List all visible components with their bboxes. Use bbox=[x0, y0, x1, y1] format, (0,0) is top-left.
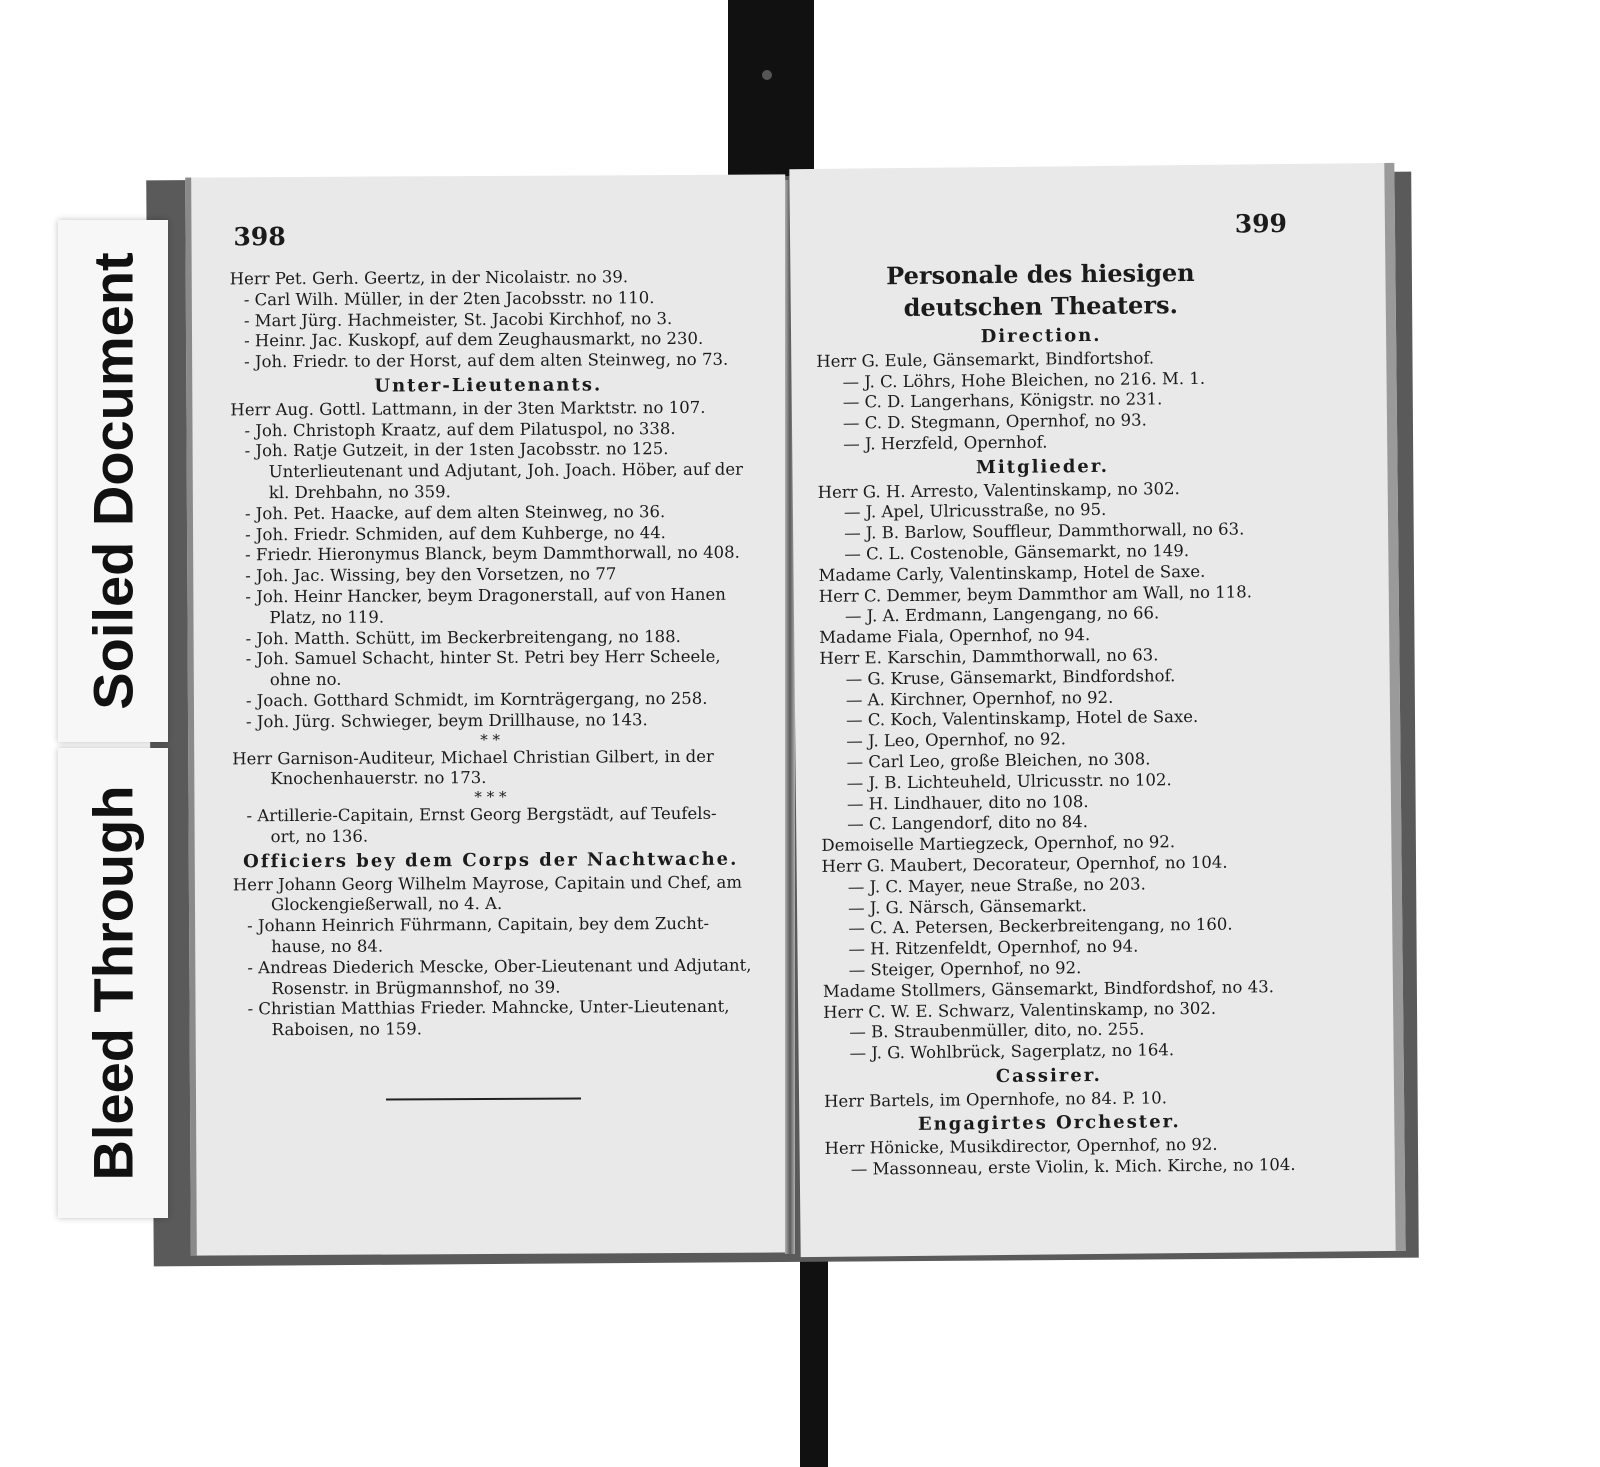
text-line: — J. G. Närsch, Gänsemarkt. bbox=[847, 895, 1087, 918]
strap-hole bbox=[762, 70, 772, 80]
text-line: Herr C. Demmer, beym Dammthor am Wall, no 118. bbox=[818, 581, 1253, 606]
right-page bbox=[789, 163, 1405, 1257]
text-line: - Joh. Samuel Schacht, hinter St. Petri bey Herr Scheele, bbox=[245, 647, 721, 669]
soiled-label-text: Soiled Document bbox=[81, 252, 145, 710]
text-line: Demoiselle Martiegzeck, Opernhof, no 92. bbox=[821, 832, 1176, 856]
text-line: Herr Bartels, im Opernhofe, no 84. P. 10. bbox=[823, 1087, 1168, 1111]
text-line: - Joh. Friedr. Schmiden, auf dem Kuhberge, no 44. bbox=[245, 522, 666, 544]
text-line: - Johann Heinrich Führmann, Capitain, bey dem Zucht- bbox=[247, 913, 710, 936]
text-line: — J. B. Barlow, Souffleur, Dammthorwall, no 63. bbox=[844, 519, 1245, 543]
text-line: ort, no 136. bbox=[270, 826, 369, 847]
text-line: - Joh. Jürg. Schwieger, beym Drillhause, no 143. bbox=[245, 709, 648, 732]
text-line: Rosenstr. in Brügmannshof, no 39. bbox=[271, 977, 561, 998]
right-page-text bbox=[815, 256, 1296, 1181]
text-line: - Joh. Matth. Schütt, im Beckerbreitengang, no 188. bbox=[245, 626, 681, 648]
text-line: — C. Langendorf, dito no 84. bbox=[847, 812, 1089, 834]
section-heading: Mitglieder. bbox=[975, 455, 1110, 479]
asterism: * * * bbox=[474, 788, 507, 807]
text-line: Madame Fiala, Opernhof, no 94. bbox=[819, 625, 1091, 648]
end-rule bbox=[386, 1098, 581, 1101]
text-line: — C. L. Costenoble, Gänsemarkt, no 149. bbox=[844, 541, 1190, 564]
text-line: — C. D. Stegmann, Opernhof, no 93. bbox=[842, 410, 1147, 433]
text-line: hause, no 84. bbox=[271, 936, 384, 957]
text-line: Unterlieutenant und Adjutant, Joh. Joach. Höber, auf der bbox=[268, 459, 744, 482]
text-line: — C. Koch, Valentinskamp, Hotel de Saxe. bbox=[845, 707, 1199, 730]
text-line: - Joh. Christoph Kraatz, auf dem Pilatuspol, no 338. bbox=[244, 418, 676, 440]
text-line: kl. Drehbahn, no 359. bbox=[268, 482, 451, 503]
section-heading: Direction. bbox=[980, 324, 1102, 348]
text-line: — J. B. Lichteuheld, Ulricusstr. no 102. bbox=[846, 769, 1172, 793]
text-line: — B. Straubenmüller, dito, no. 255. bbox=[849, 1019, 1145, 1042]
text-line: — J. C. Mayer, neue Straße, no 203. bbox=[847, 874, 1146, 897]
text-line: Herr G. Maubert, Decorateur, Opernhof, no 104. bbox=[821, 852, 1228, 876]
text-line: - Joh. Heinr Hancker, beym Dragonerstall, auf von Hanen bbox=[245, 584, 726, 607]
section-heading: Cassirer. bbox=[995, 1064, 1102, 1087]
left-page bbox=[185, 174, 791, 1255]
text-line: — H. Ritzenfeldt, Opernhof, no 94. bbox=[848, 936, 1139, 959]
text-line: Herr G. Eule, Gänsemarkt, Bindfortshof. bbox=[816, 348, 1155, 371]
text-line: - Friedr. Hieronymus Blanck, beym Dammthorwall, no 408. bbox=[245, 543, 740, 565]
text-line: — G. Kruse, Gänsemarkt, Bindfordshof. bbox=[845, 665, 1176, 689]
text-line: — J. Apel, Ulricusstraße, no 95. bbox=[843, 500, 1107, 523]
text-line: - Mart Jürg. Hachmeister, St. Jacobi Kirchhof, no 3. bbox=[243, 308, 673, 330]
text-line: - Artillerie-Capitain, Ernst Georg Bergstädt, auf Teufels- bbox=[246, 803, 717, 826]
section-heading: Unter-Lieutenants. bbox=[374, 374, 603, 397]
text-line: Knochenhauerstr. no 173. bbox=[270, 768, 487, 789]
page-number-left: 398 bbox=[233, 222, 286, 252]
text-line: ohne no. bbox=[269, 669, 342, 690]
text-line: — J. Herzfeld, Opernhof. bbox=[843, 432, 1048, 454]
text-line: - Joh. Ratje Gutzeit, in der 1sten Jacobsstr. no 125. bbox=[244, 439, 669, 461]
text-line: - Christian Matthias Frieder. Mahncke, Unter-Lieutenant, bbox=[247, 997, 730, 1019]
text-line: — J. Leo, Opernhof, no 92. bbox=[846, 729, 1067, 751]
bleed-through-label bbox=[58, 748, 168, 1218]
text-line: Madame Stollmers, Gänsemarkt, Bindfordshof, no 43. bbox=[822, 976, 1275, 1001]
text-line: — J. C. Löhrs, Hohe Bleichen, no 216. M. 1. bbox=[842, 368, 1206, 392]
bleed-label-text: Bleed Through bbox=[81, 785, 145, 1181]
text-line: - Heinr. Jac. Kuskopf, auf dem Zeughausmarkt, no 230. bbox=[243, 329, 704, 351]
text-line: — Massonneau, erste Violin, k. Mich. Kirche, no 104. bbox=[850, 1155, 1296, 1179]
text-line: Herr Hönicke, Musikdirector, Opernhof, no 92. bbox=[824, 1135, 1218, 1159]
binding-strap-bottom bbox=[800, 1245, 828, 1467]
text-line: Herr C. W. E. Schwarz, Valentinskamp, no 302. bbox=[823, 998, 1217, 1022]
text-line: Madame Carly, Valentinskamp, Hotel de Saxe. bbox=[818, 561, 1206, 585]
text-line: - Carl Wilh. Müller, in der 2ten Jacobsstr. no 110. bbox=[243, 287, 655, 310]
text-line: Raboisen, no 159. bbox=[271, 1019, 423, 1040]
text-line: - Joh. Pet. Haacke, auf dem alten Steinweg, no 36. bbox=[244, 501, 666, 524]
asterism: * * bbox=[480, 730, 501, 749]
page-title: Personale des hiesigen deutschen Theaters. bbox=[886, 257, 1195, 323]
text-line: — C. A. Petersen, Beckerbreitengang, no 160. bbox=[848, 914, 1233, 938]
text-line: Herr G. H. Arresto, Valentinskamp, no 302. bbox=[817, 478, 1180, 502]
text-line: — J. A. Erdmann, Langengang, no 66. bbox=[844, 603, 1160, 626]
section-heading: Officiers bey dem Corps der Nachtwache. bbox=[243, 848, 739, 873]
text-line: Herr Aug. Gottl. Lattmann, in der 3ten Marktstr. no 107. bbox=[230, 397, 706, 420]
text-line: - Joach. Gotthard Schmidt, im Kornträgergang, no 258. bbox=[245, 688, 708, 711]
text-line: — H. Lindhauer, dito no 108. bbox=[846, 791, 1089, 814]
text-line: Herr Johann Georg Wilhelm Mayrose, Capitain und Chef, am bbox=[232, 872, 743, 894]
soiled-document-label bbox=[58, 220, 168, 742]
section-heading: Engagirtes Orchester. bbox=[917, 1111, 1181, 1136]
text-line: Herr E. Karschin, Dammthorwall, no 63. bbox=[819, 645, 1159, 668]
left-page-text bbox=[230, 267, 750, 1042]
text-line: — C. D. Langerhans, Königstr. no 231. bbox=[842, 389, 1163, 413]
text-line: Herr Garnison-Auditeur, Michael Christian Gilbert, in der bbox=[232, 746, 714, 768]
text-line: Platz, no 119. bbox=[269, 607, 385, 627]
text-line: — A. Kirchner, Opernhof, no 92. bbox=[845, 687, 1114, 710]
text-line: Glockengießerwall, no 4. A. bbox=[270, 894, 503, 915]
text-line: - Joh. Jac. Wissing, bey den Vorsetzen, no 77 bbox=[245, 564, 617, 586]
text-line: — Carl Leo, große Bleichen, no 308. bbox=[846, 749, 1151, 772]
text-line: Herr Pet. Gerh. Geertz, in der Nicolaistr. no 39. bbox=[229, 267, 629, 289]
text-line: - Joh. Friedr. to der Horst, auf dem alten Steinweg, no 73. bbox=[244, 349, 729, 372]
text-line: — J. G. Wohlbrück, Sagerplatz, no 164. bbox=[849, 1040, 1175, 1063]
text-line: - Andreas Diederich Mescke, Ober-Lieutenant und Adjutant, bbox=[247, 955, 752, 977]
text-line: — Steiger, Opernhof, no 92. bbox=[848, 958, 1082, 980]
page-number-right: 399 bbox=[1234, 208, 1288, 239]
